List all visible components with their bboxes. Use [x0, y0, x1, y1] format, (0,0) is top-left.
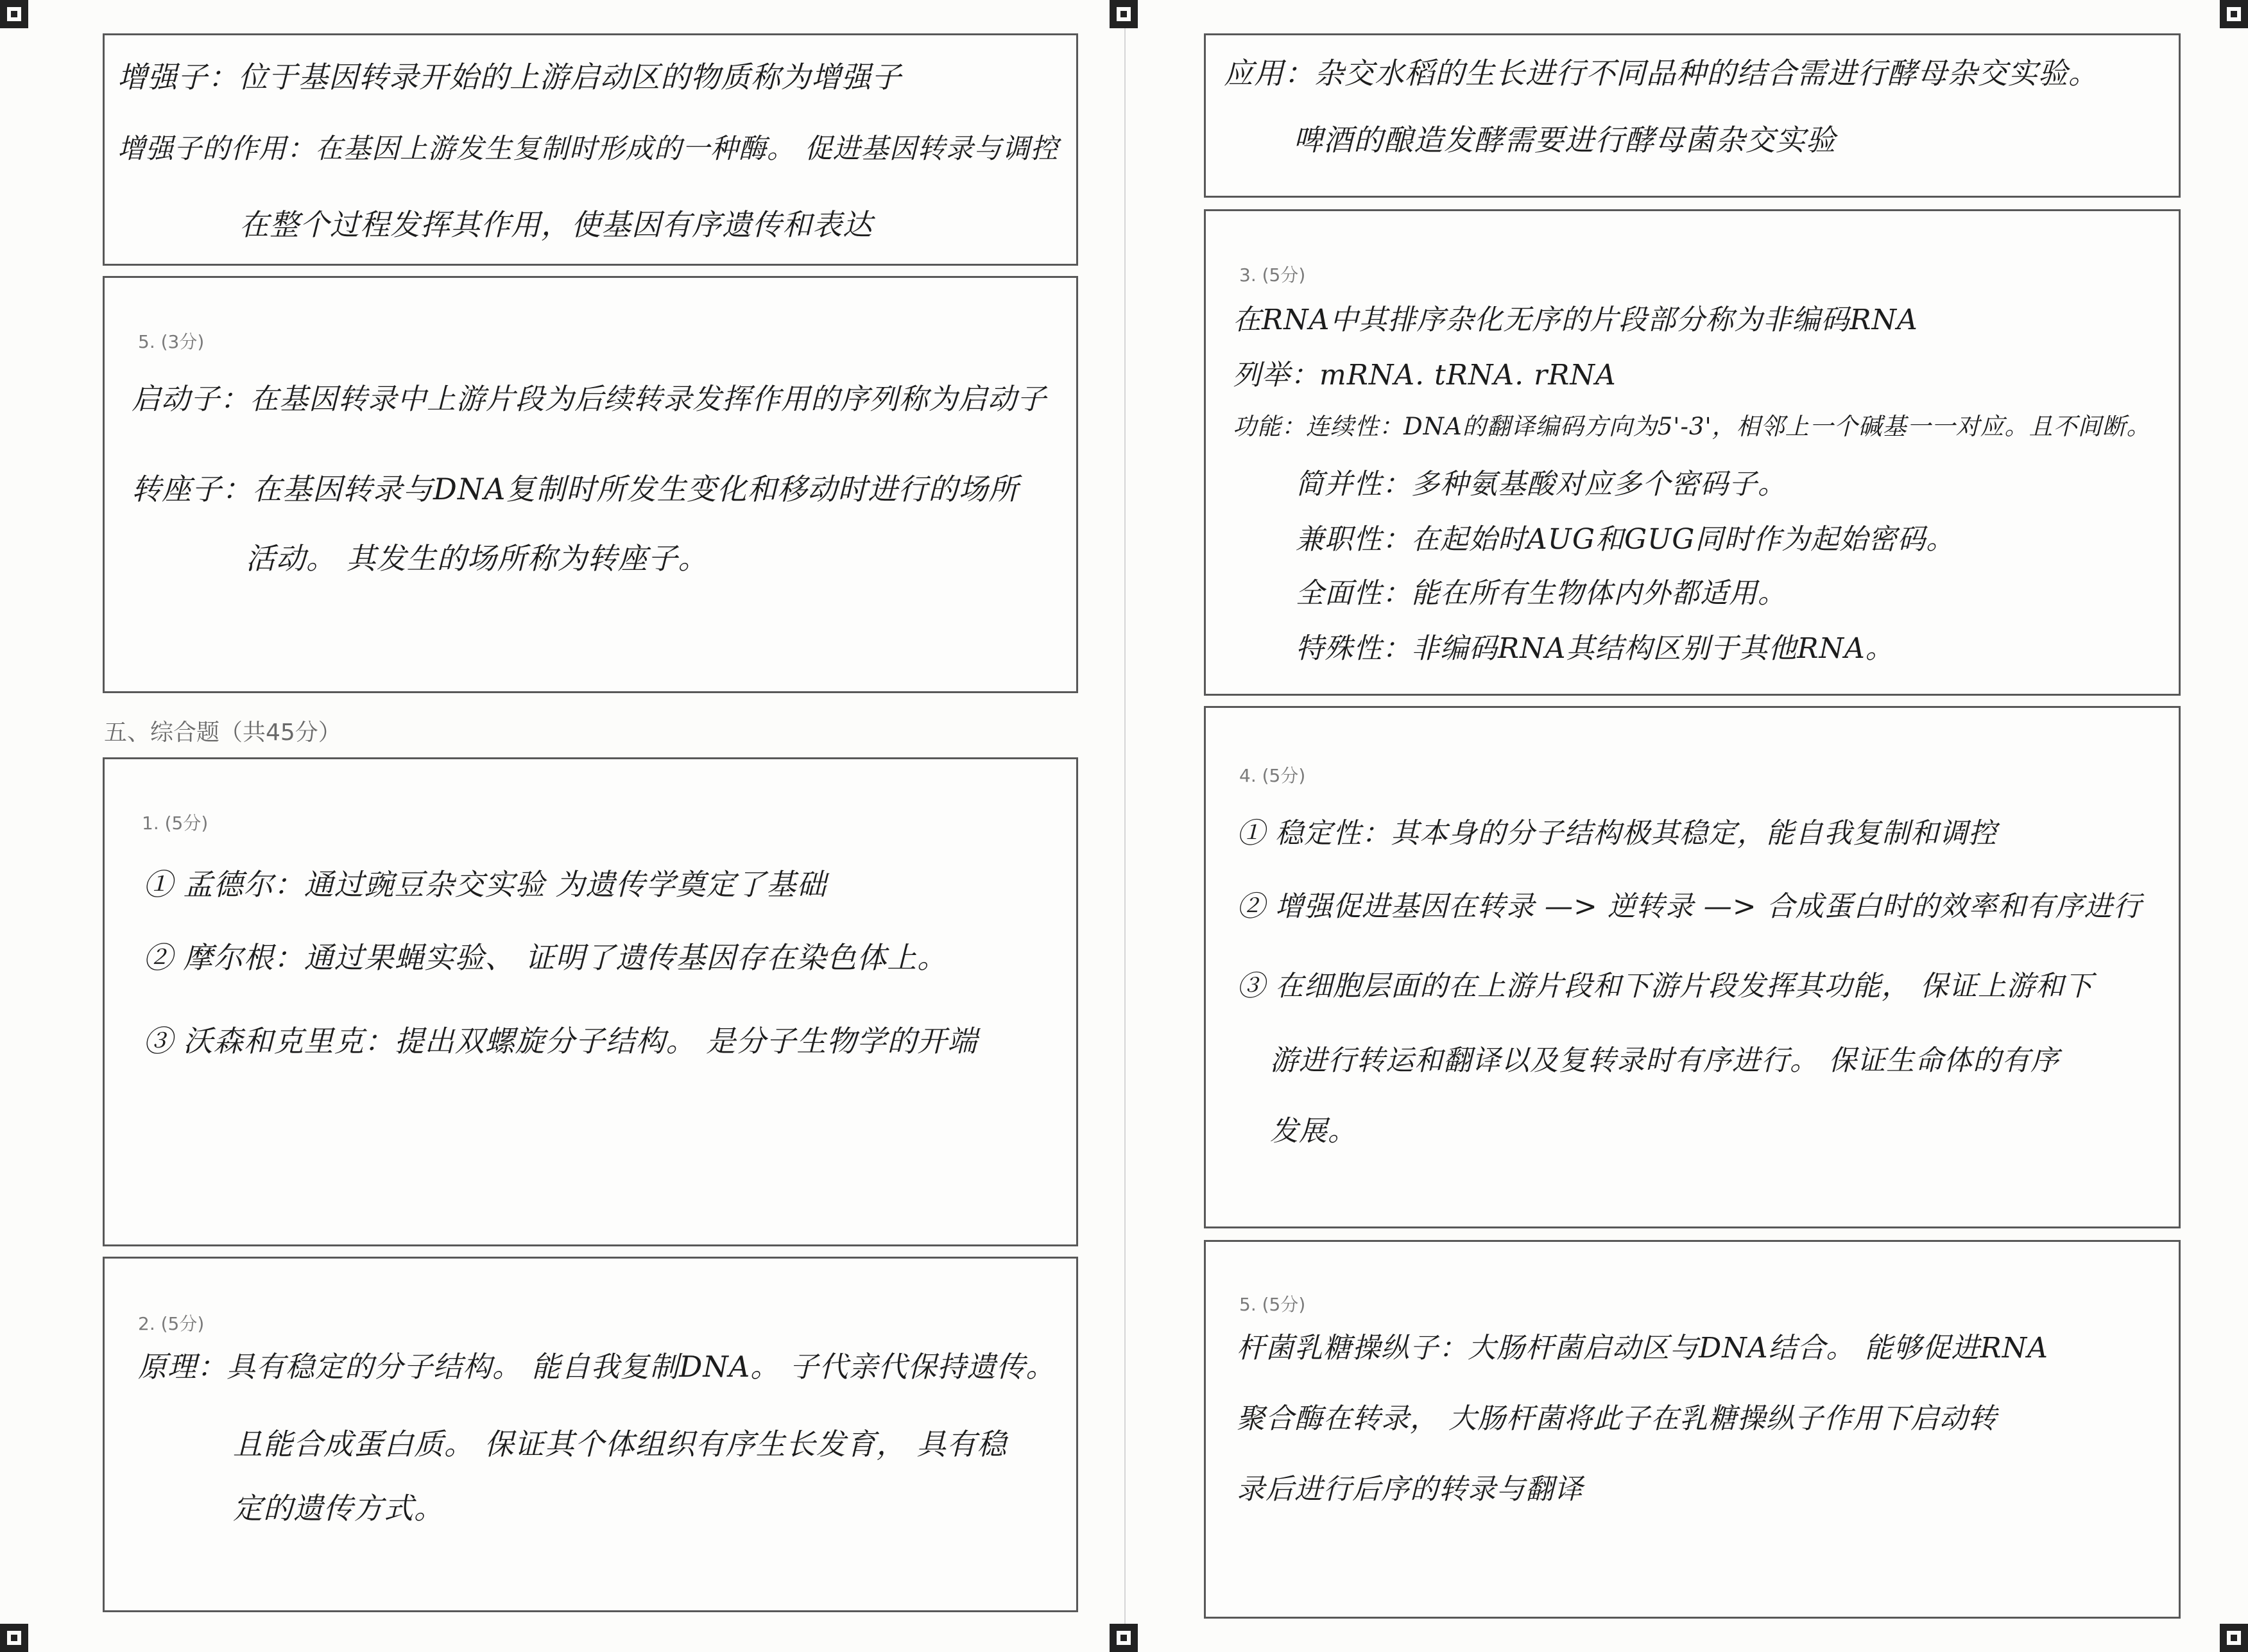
- handwriting-line: 兼职性：在起始时AUG和GUG同时作为起始密码。: [1296, 523, 1955, 556]
- corner-marker-bottom-center: [1110, 1624, 1138, 1652]
- corner-marker-bottom-left: [0, 1624, 28, 1652]
- handwriting-line: 发展。: [1270, 1115, 1357, 1148]
- page-divider: [1124, 0, 1126, 1652]
- section-title: 五、综合题（共45分）: [104, 719, 341, 746]
- handwriting-line: ① 稳定性：其本身的分子结构极其稳定，能自我复制和调控: [1237, 817, 1997, 850]
- handwriting-line: 且能合成蛋白质。 保证其个体组织有序生长发育， 具有稳: [233, 1427, 1008, 1461]
- handwriting-line: 转座子：在基因转录与DNA复制时所发生变化和移动时进行的场所: [132, 472, 1019, 506]
- handwriting-line: 增强子的作用：在基因上游发生复制时形成的一种酶。 促进基因转录与调控: [117, 133, 1059, 165]
- handwriting-line: 原理：具有稳定的分子结构。 能自我复制DNA。 子代亲代保持遗传。: [138, 1350, 1056, 1384]
- corner-marker-top-left: [0, 0, 28, 28]
- corner-marker-top-center: [1110, 0, 1138, 28]
- handwriting-line: 全面性：能在所有生物体内外都适用。: [1296, 577, 1787, 610]
- handwriting-line: 简并性：多种氨基酸对应多个密码子。: [1296, 468, 1787, 501]
- question-number: 1. (5分): [142, 813, 209, 834]
- handwriting-line: 特殊性：非编码RNA其结构区别于其他RNA。: [1296, 632, 1894, 665]
- handwriting-line: 功能：连续性：DNA的翻译编码方向为5'-3'，相邻上一个碱基一一对应。且不间断。: [1233, 413, 2151, 440]
- answer-box-left-q1: [103, 757, 1078, 1246]
- handwriting-line: 增强子：位于基因转录开始的上游启动区的物质称为增强子: [117, 60, 902, 94]
- handwriting-line: 启动子：在基因转录中上游片段为后续转录发挥作用的序列称为启动子: [132, 382, 1047, 416]
- handwriting-line: 杆菌乳糖操纵子：大肠杆菌启动区与DNA结合。 能够促进RNA: [1237, 1332, 2048, 1364]
- answer-box-right-q3: [1204, 209, 2181, 696]
- handwriting-line: 游进行转运和翻译以及复转录时有序进行。 保证生命体的有序: [1270, 1044, 2059, 1077]
- question-number: 5. (5分): [1239, 1294, 1306, 1315]
- answer-box-left-q2: [103, 1257, 1078, 1612]
- handwriting-line: 活动。 其发生的场所称为转座子。: [246, 541, 708, 576]
- handwriting-line: 应用：杂交水稻的生长进行不同品种的结合需进行酵母杂交实验。: [1224, 56, 2098, 90]
- handwriting-line: ③ 在细胞层面的在上游片段和下游片段发挥其功能， 保证上游和下: [1237, 970, 2093, 1002]
- handwriting-line: 在整个过程发挥其作用，使基因有序遗传和表达: [239, 207, 873, 242]
- answer-box-right-q4: [1204, 706, 2181, 1228]
- question-number: 5. (3分): [138, 331, 205, 352]
- answer-box-right-q5: [1204, 1240, 2181, 1619]
- handwriting-line: 定的遗传方式。: [233, 1491, 444, 1526]
- corner-marker-bottom-right: [2220, 1624, 2248, 1652]
- handwriting-line: 聚合酶在转录， 大肠杆菌将此子在乳糖操纵子作用下启动转: [1237, 1402, 1997, 1435]
- question-number: 3. (5分): [1239, 264, 1306, 286]
- handwriting-line: ② 增强促进基因在转录 —> 逆转录 —> 合成蛋白时的效率和有序进行: [1237, 890, 2142, 923]
- handwriting-line: 录后进行后序的转录与翻译: [1237, 1473, 1583, 1506]
- question-number: 4. (5分): [1239, 765, 1306, 786]
- handwriting-line: 啤酒的酿造发酵需要进行酵母菌杂交实验: [1293, 123, 1836, 157]
- handwriting-line: 列举：mRNA. tRNA. rRNA: [1233, 359, 1617, 391]
- question-number: 2. (5分): [138, 1313, 205, 1334]
- corner-marker-top-right: [2220, 0, 2248, 28]
- handwriting-line: 在RNA中其排序杂化无序的片段部分称为非编码RNA: [1233, 304, 1918, 336]
- handwriting-line: ① 孟德尔：通过豌豆杂交实验 为遗传学奠定了基础: [143, 867, 827, 902]
- answer-box-left-q5: [103, 276, 1078, 693]
- handwriting-line: ③ 沃森和克里克：提出双螺旋分子结构。 是分子生物学的开端: [143, 1024, 978, 1058]
- handwriting-line: ② 摩尔根：通过果蝇实验、 证明了遗传基因存在染色体上。: [143, 940, 948, 975]
- answer-box-left-top: [103, 33, 1078, 266]
- answer-box-right-top: [1204, 33, 2181, 198]
